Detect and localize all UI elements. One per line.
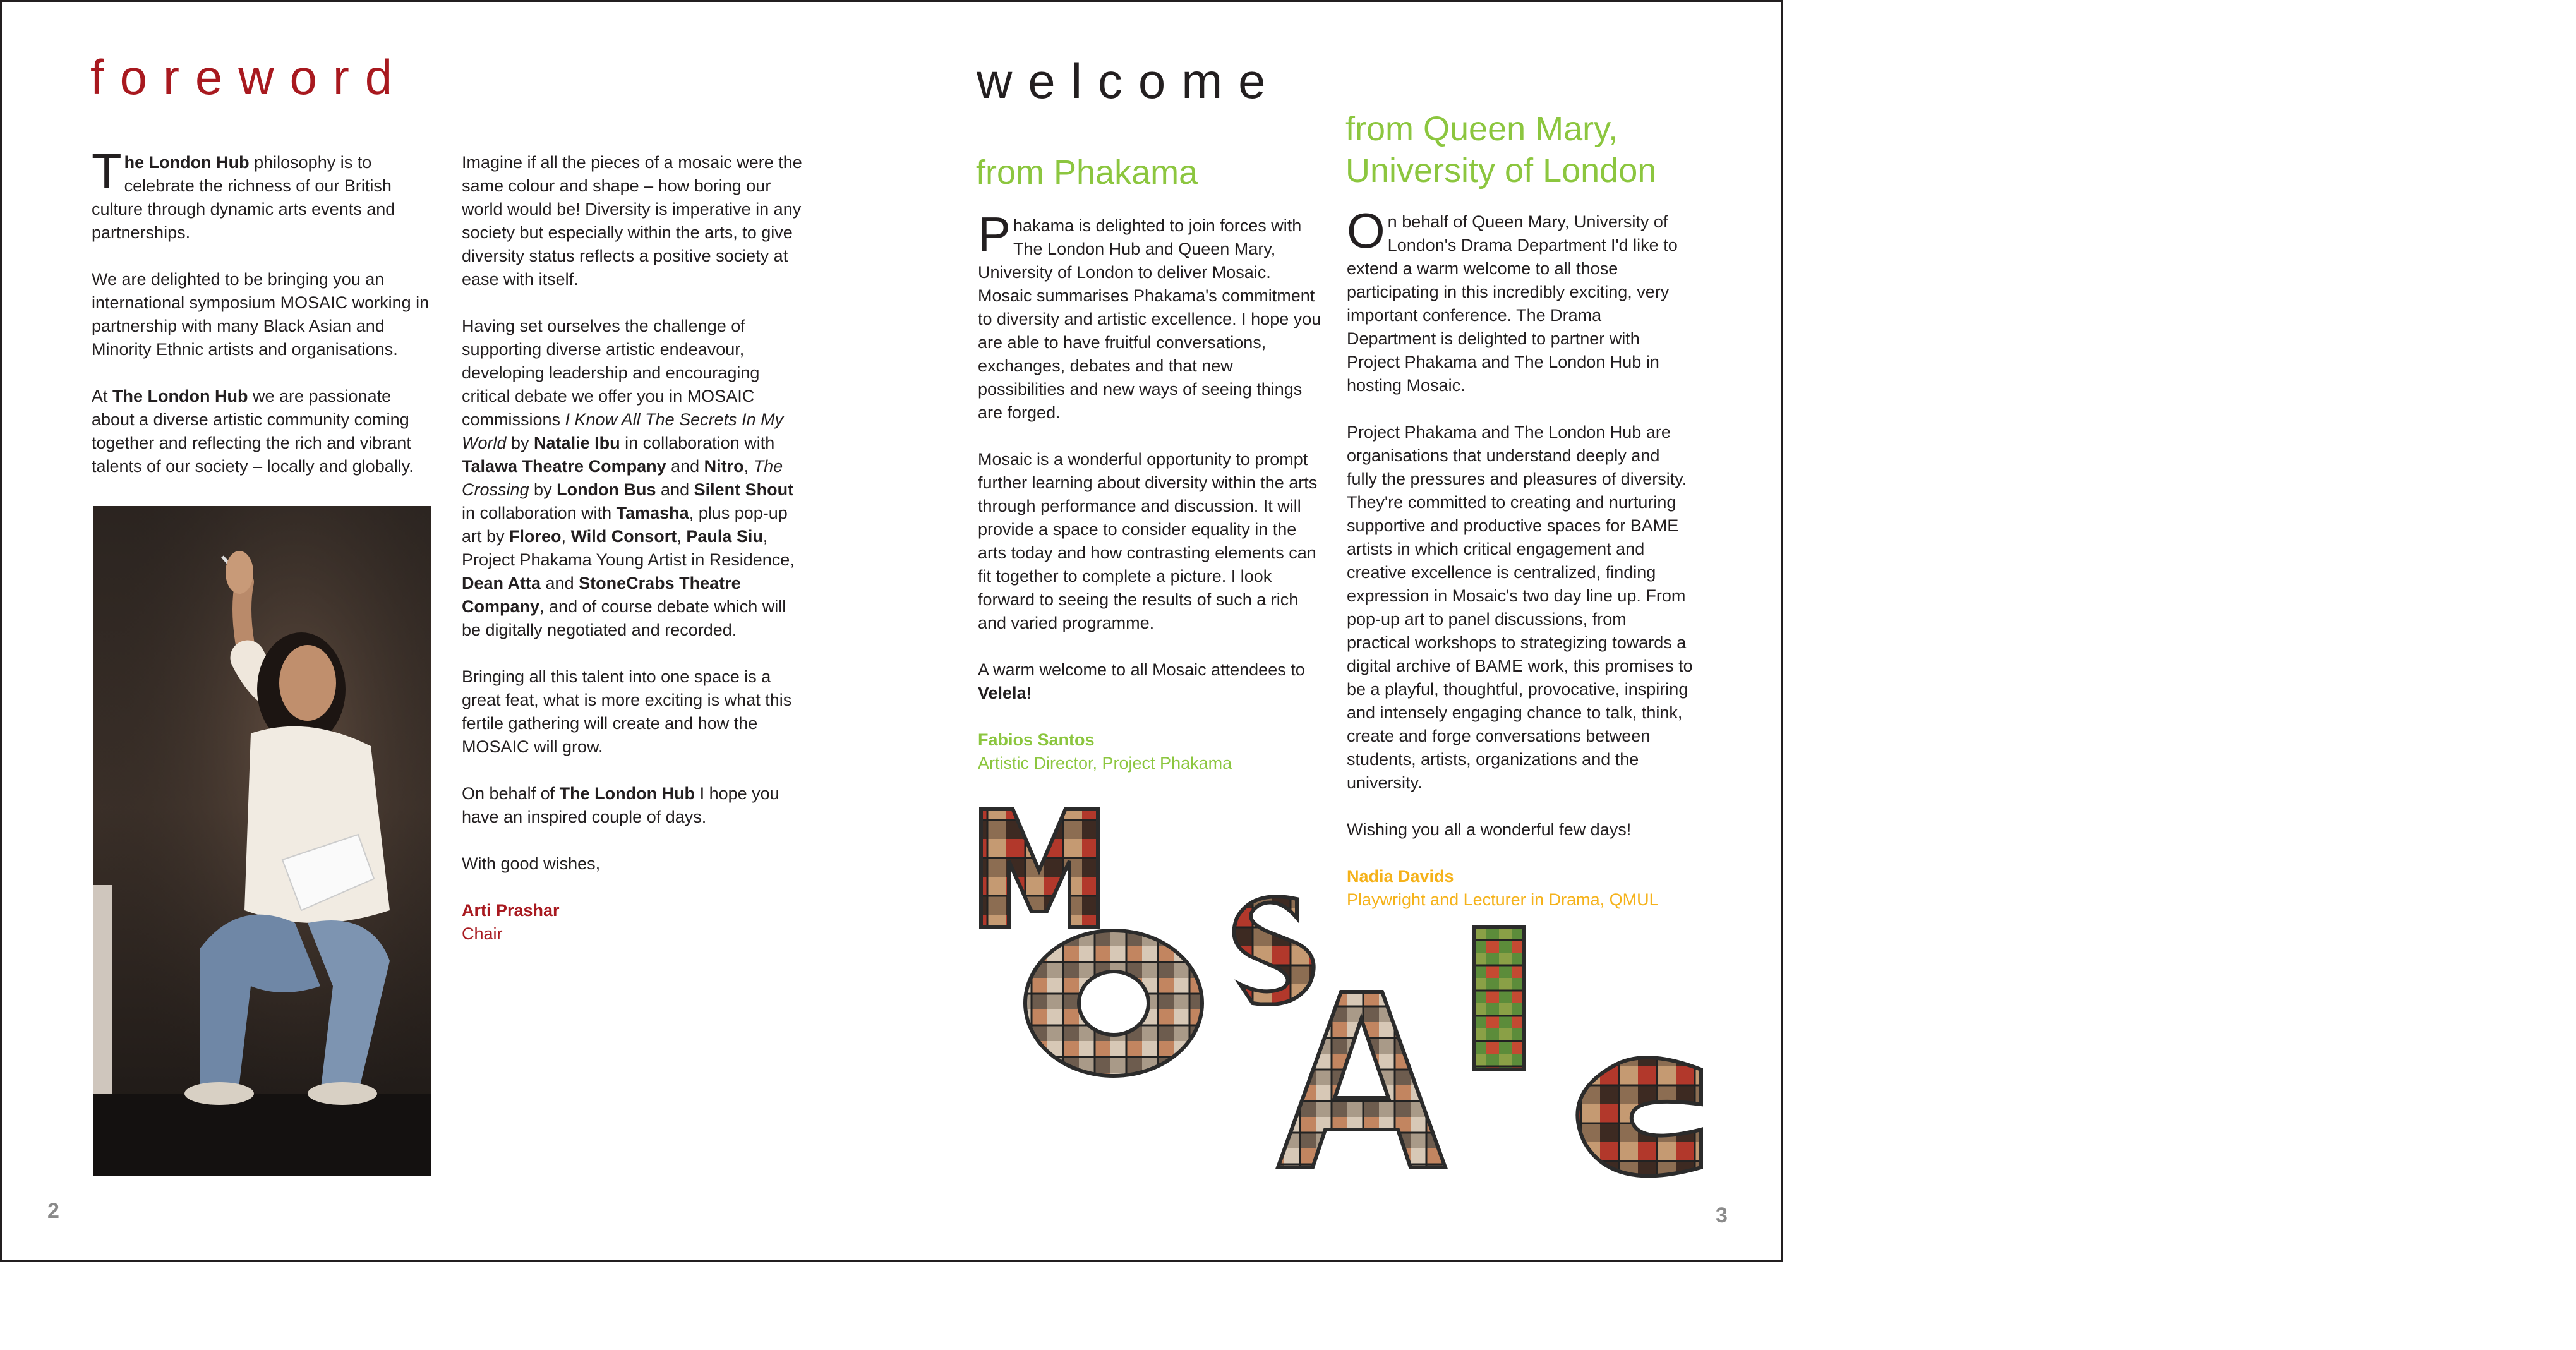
mosaic-letter-s [1234,896,1314,1004]
signature-name: Fabios Santos [978,730,1095,749]
foreword-paragraph: Having set ourselves the challenge of supporting diverse artistic endeavour, developing leadership and encouraging critical debate we offer you in MOSAIC commissions I Know All The Secrets In My World by Natalie Ibu in collaboration with Talawa Theatre Company and Nitro, The Crossing by London Bus and Silent Shout in collaboration with Tamasha, plus pop-up art by Floreo, Wild Consort, Paula Siu, Project Phakama Young Artist in Residence, Dean Atta and StoneCrabs Theatre Company, and of course debate which will be digitally negotiated and recorded. [462,316,795,639]
rehearsal-photo [93,506,431,1176]
foreword-column-2 [462,151,806,946]
foreword-paragraph: The London Hub philosophy is to celebrate the richness of our British culture through dynamic arts events and partnerships. [92,143,395,242]
foreword-paragraph: Bringing all this talent into one space is a great feat, what is more exciting is what this fertile gathering will create and how the MOSAIC will grow. [462,667,792,756]
mosaic-letter-a [1278,992,1445,1167]
foreword-paragraph: At The London Hub we are passionate about a diverse artistic community coming together and reflecting the rich and vibrant talents of our society – locally and globally. [92,387,414,476]
mosaic-letter-c [1577,1058,1701,1176]
foreword-paragraph: Imagine if all the pieces of a mosaic were the same colour and shape – how boring our world would be! Diversity is imperative in any society but especially within the arts, to give diversity status reflects a positive society at ease with itself. [462,153,802,289]
welcome-paragraph: Phakama is delighted to join forces with The London Hub and Queen Mary, University of London to deliver Mosaic. Mosaic summarises Phakama's commitment to diversity and artistic excellence. I hope you are able to have fruitful conversations, exchanges, debates and that new possibilities and new ways of seeing things are forged. [978,207,1321,422]
welcome-paragraph: A warm welcome to all Mosaic attendees to Velela! [978,660,1305,702]
foreword-paragraph: With good wishes, [462,854,601,873]
mosaic-letters-image [968,801,1714,1186]
signature-name: Nadia Davids [1347,867,1454,886]
phakama-signature [978,728,1322,775]
welcome-paragraph: Wishing you all a wonderful few days! [1347,820,1632,839]
signature-role: Artistic Director, Project Phakama [978,754,1232,773]
welcome-paragraph: On behalf of Queen Mary, University of London's Drama Department I'd like to extend a warm welcome to all those participating in this incredibly exciting, very important conference. The Drama Department is delighted to partner with Project Phakama and The London Hub in hosting Mosaic. [1347,203,1678,395]
foreword-column-1 [92,143,436,478]
drop-cap: O [1347,203,1385,258]
mosaic-letter-m [981,809,1098,927]
mosaic-logo [968,801,1714,1186]
drop-cap: P [978,207,1011,262]
mosaic-letter-i [1474,927,1524,1070]
foreword-signature [462,899,806,946]
foreword-title: foreword [90,49,409,105]
page-number-right: 3 [1716,1203,1728,1227]
phakama-column [978,207,1322,775]
phakama-heading: from Phakama [976,154,1198,191]
signature-name: Arti Prashar [462,901,560,920]
signature-role: Chair [462,924,503,943]
qmul-heading: from Queen Mary, University of London [1345,110,1657,190]
page-number-left: 2 [47,1199,59,1223]
welcome-title: welcome [977,53,1282,109]
welcome-paragraph: Project Phakama and The London Hub are organisations that understand deeply and fully the pressures and pleasures of diversity. They're committed to creating and nurturing supportive and productive spaces for BAME artists in which critical engagement and creative excellence is centralized, finding expression in Mosaic's two day line up. From pop-up art to panel discussions, from practical workshops to strategizing towards a digital archive of BAME work, this promises to be a playful, thoughtful, provocative, inspiring and intensely engaging chance to talk, think, create and forge conversations between students, artists, organizations and the university. [1347,423,1693,792]
mosaic-letter-o [1025,931,1202,1076]
signature-role: Playwright and Lecturer in Drama, QMUL [1347,890,1659,909]
woman-directing-image [93,506,431,1176]
foreword-paragraph: We are delighted to be bringing you an international symposium MOSAIC working in partnership with many Black Asian and Minority Ethnic artists and organisations. [92,270,430,359]
drop-cap: T [92,143,122,199]
welcome-paragraph: Mosaic is a wonderful opportunity to prompt further learning about diversity within the arts through performance and discussion. It will provide a space to consider equality in the arts today and how contrasting elements can fit together to complete a picture. I look forward to seeing the results of such a rich and varied programme. [978,450,1318,632]
foreword-paragraph: On behalf of The London Hub I hope you have an inspired couple of days. [462,784,779,826]
